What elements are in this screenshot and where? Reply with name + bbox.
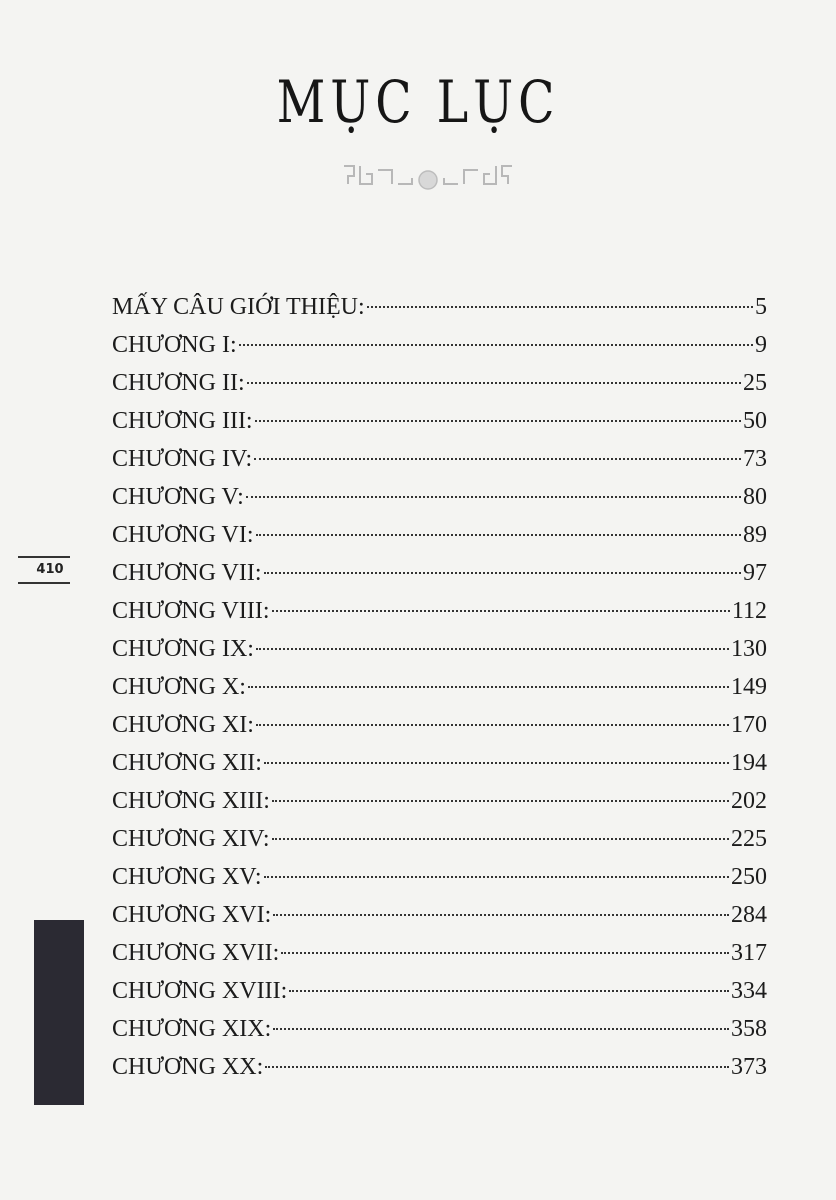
toc-entry-page: 130 xyxy=(731,636,767,662)
page-number-rule-top xyxy=(18,556,70,558)
dot-leader xyxy=(367,306,753,308)
toc-entry[interactable] xyxy=(112,782,767,820)
toc-entry-label: CHƯƠNG XIV: xyxy=(112,826,270,852)
dot-leader xyxy=(248,686,729,688)
toc-entry-page: 202 xyxy=(731,788,767,814)
dot-leader xyxy=(246,496,741,498)
toc-entry-label: CHƯƠNG XIX: xyxy=(112,1016,272,1042)
toc-entry-label: CHƯƠNG XI: xyxy=(112,712,254,738)
dot-leader xyxy=(254,458,741,460)
toc-entry-label: CHƯƠNG XIII: xyxy=(112,788,270,814)
toc-entry-page: 80 xyxy=(743,484,767,510)
toc-entry-label: CHƯƠNG VII: xyxy=(112,560,262,586)
toc-entry[interactable] xyxy=(112,592,767,630)
toc-entry[interactable] xyxy=(112,364,767,402)
toc-entry-label: CHƯƠNG XII: xyxy=(112,750,262,776)
toc-entry[interactable] xyxy=(112,934,767,972)
toc-entry-page: 334 xyxy=(731,978,767,1004)
toc-entry-page: 73 xyxy=(743,446,767,472)
toc-entry-label: CHƯƠNG XVIII: xyxy=(112,978,288,1004)
toc-entry[interactable] xyxy=(112,402,767,440)
toc-entry-label: CHƯƠNG I: xyxy=(112,332,237,358)
toc-entry[interactable] xyxy=(112,440,767,478)
dot-leader xyxy=(272,800,729,802)
dot-leader xyxy=(264,572,741,574)
dot-leader xyxy=(273,914,729,916)
toc-entry[interactable] xyxy=(112,668,767,706)
toc-entry-page: 25 xyxy=(743,370,767,396)
toc-entry-page: 5 xyxy=(755,294,767,320)
toc-entry-label: CHƯƠNG X: xyxy=(112,674,246,700)
dot-leader xyxy=(247,382,741,384)
dot-leader xyxy=(272,610,730,612)
toc-entry-page: 225 xyxy=(731,826,767,852)
toc-entry-page: 358 xyxy=(731,1016,767,1042)
toc-entry-page: 194 xyxy=(731,750,767,776)
toc-entry-page: 250 xyxy=(731,864,767,890)
toc-entry-label: CHƯƠNG IX: xyxy=(112,636,254,662)
dot-leader xyxy=(239,344,753,346)
page-number: 410 xyxy=(36,562,64,577)
toc-entry-page: 50 xyxy=(743,408,767,434)
toc-entry[interactable] xyxy=(112,820,767,858)
toc-entry-page: 149 xyxy=(731,674,767,700)
side-tab xyxy=(34,920,84,1105)
toc-entry[interactable] xyxy=(112,288,767,326)
toc-entry[interactable] xyxy=(112,326,767,364)
toc-entry-label: MẤY CÂU GIỚI THIỆU: xyxy=(112,294,365,320)
toc-entry[interactable] xyxy=(112,896,767,934)
toc-entry-label: CHƯƠNG VIII: xyxy=(112,598,270,624)
toc-entry[interactable] xyxy=(112,1010,767,1048)
toc-entry[interactable] xyxy=(112,630,767,668)
toc-entry[interactable] xyxy=(112,478,767,516)
toc-entry[interactable] xyxy=(112,554,767,592)
dot-leader xyxy=(281,952,729,954)
ornament-divider-icon xyxy=(338,160,518,194)
dot-leader xyxy=(256,648,729,650)
page-title: MỤC LỤC xyxy=(276,68,560,136)
dot-leader xyxy=(289,990,729,992)
table-of-contents xyxy=(112,288,767,1086)
dot-leader xyxy=(272,838,730,840)
dot-leader xyxy=(256,534,741,536)
toc-entry-page: 97 xyxy=(743,560,767,586)
dot-leader xyxy=(273,1028,729,1030)
toc-entry-label: CHƯƠNG V: xyxy=(112,484,244,510)
toc-entry[interactable] xyxy=(112,706,767,744)
toc-entry[interactable] xyxy=(112,744,767,782)
toc-entry[interactable] xyxy=(112,858,767,896)
toc-entry-label: CHƯƠNG XX: xyxy=(112,1054,264,1080)
dot-leader xyxy=(264,876,729,878)
toc-entry-label: CHƯƠNG XV: xyxy=(112,864,262,890)
dot-leader xyxy=(265,1066,729,1068)
page-number-rule-bottom xyxy=(18,582,70,584)
toc-entry-page: 170 xyxy=(731,712,767,738)
toc-entry-page: 284 xyxy=(731,902,767,928)
toc-entry[interactable] xyxy=(112,516,767,554)
dot-leader xyxy=(256,724,729,726)
toc-entry-label: CHƯƠNG IV: xyxy=(112,446,253,472)
toc-entry-label: CHƯƠNG III: xyxy=(112,408,253,434)
toc-entry[interactable] xyxy=(112,1048,767,1086)
toc-entry-page: 373 xyxy=(731,1054,767,1080)
toc-entry[interactable] xyxy=(112,972,767,1010)
toc-entry-page: 112 xyxy=(731,598,767,624)
toc-entry-label: CHƯƠNG II: xyxy=(112,370,245,396)
toc-entry-page: 317 xyxy=(731,940,767,966)
toc-entry-label: CHƯƠNG XVII: xyxy=(112,940,280,966)
dot-leader xyxy=(264,762,729,764)
toc-entry-page: 89 xyxy=(743,522,767,548)
toc-entry-label: CHƯƠNG VI: xyxy=(112,522,254,548)
toc-entry-page: 9 xyxy=(755,332,767,358)
toc-entry-label: CHƯƠNG XVI: xyxy=(112,902,272,928)
dot-leader xyxy=(255,420,741,422)
